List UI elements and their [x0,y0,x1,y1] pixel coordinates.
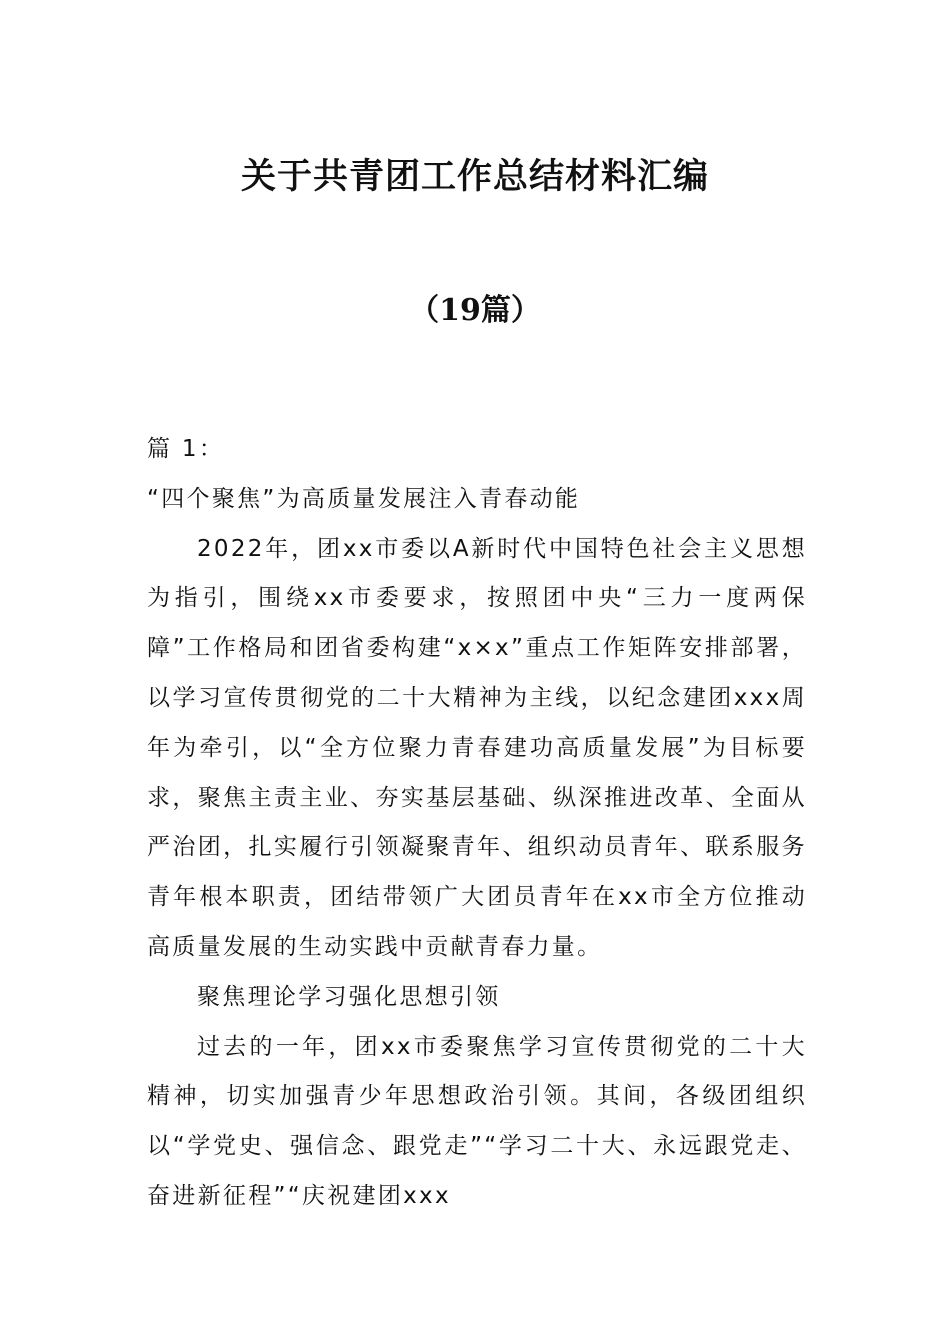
document-title: 关于共青团工作总结材料汇编 [240,156,709,197]
paragraph-2: 过去的一年，团xx市委聚焦学习宣传贯彻党的二十大精神，切实加强青少年思想政治引领。其间，各级团组织以“学党史、强信念、跟党走”“学习二十大、永远跟党走、奋进新征程”“庆祝建团xxx [147,1033,807,1209]
document-subtitle: （19篇） [409,293,541,328]
section-heading: 聚焦理论学习强化思想引领 [197,983,501,1010]
article-title: “四个聚焦”为高质量发展注入青春动能 [147,485,581,512]
paragraph-1: 2022年，团xx市委以A新时代中国特色社会主义思想为指引，围绕xx市委要求，按照团中央“三力一度两保障”工作格局和团省委构建“x×x”重点工作矩阵安排部署，以学习宣传贯彻党的二十大精神为主线，以纪念建团xxx周年为牵引，以“全方位聚力青春建功高质量发展”为目标要求，聚焦主责主业、夯实基层基础、纵深推进改革、全面从严治团，扎实履行引领凝聚青年、组织动员青年、联系服务青年根本职责，团结带领广大团员青年在xx市全方位推动高质量发展的生动实践中贡献青春力量。 [147,535,807,960]
section-label: 篇 1： [147,436,225,462]
document-body [147,425,807,1222]
